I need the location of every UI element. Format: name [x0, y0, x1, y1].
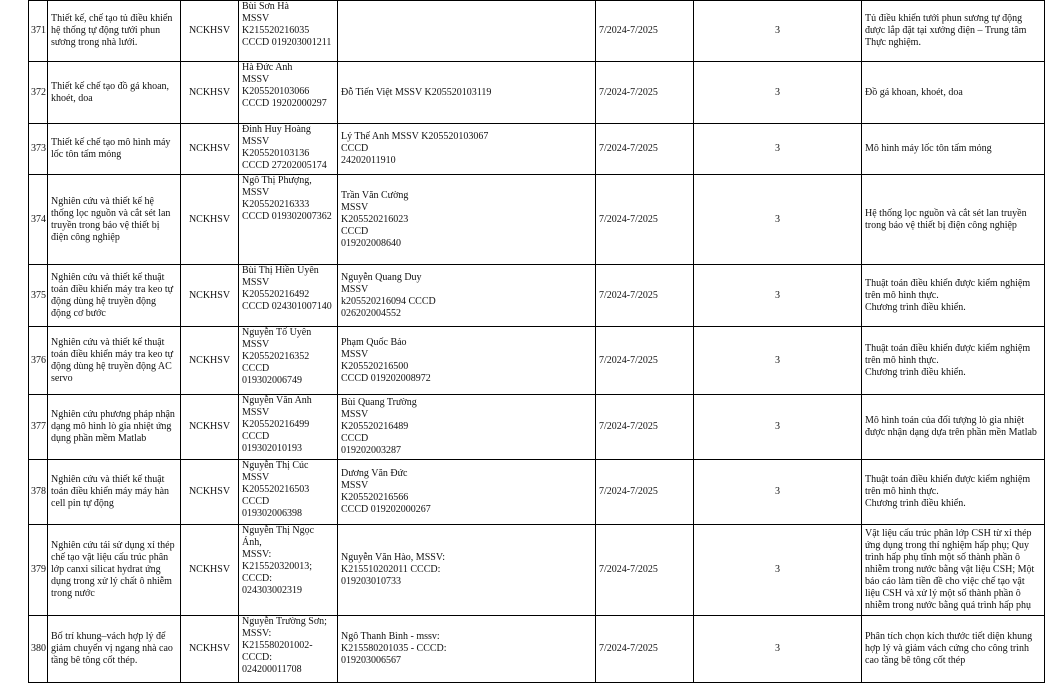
project-leader: Nguyễn Thị Ngọc Ánh, MSSV: K215520320013; CCCD: 024303002319	[239, 525, 338, 616]
project-type: NCKHSV	[181, 124, 239, 175]
project-title: Nghiên cứu phương pháp nhận dạng mô hình lò gia nhiệt ứng dụng phần mềm Matlab	[48, 395, 181, 460]
project-time: 7/2024-7/2025	[596, 327, 694, 395]
table-row	[29, 327, 1045, 395]
project-leader: Bùi Thị Hiền Uyên MSSV K205520216492 CCCD 024301007140	[239, 265, 338, 327]
table-row	[29, 460, 1045, 525]
project-type: NCKHSV	[181, 1, 239, 62]
project-credits: 3	[694, 525, 862, 616]
project-leader: Nguyễn Trường Sơn; MSSV: K215580201002- CCCD: 024200011708	[239, 616, 338, 683]
project-title: Thiết kế chế tạo đồ gá khoan, khoét, doa	[48, 62, 181, 124]
project-leader: Nguyễn Thị Cúc MSSV K205520216503 CCCD 019302006398	[239, 460, 338, 525]
project-title: Nghiên cứu và thiết kế thuật toán điều khiển máy tra keo tự động dùng hệ truyền động AC servo	[48, 327, 181, 395]
project-members: Nguyễn Văn Hào, MSSV: K215510202011 CCCD: 019203010733	[338, 525, 596, 616]
row-number: 377	[29, 395, 48, 460]
project-type: NCKHSV	[181, 525, 239, 616]
project-leader: Nguyễn Văn Anh MSSV K205520216499 CCCD 019302010193	[239, 395, 338, 460]
row-number: 373	[29, 124, 48, 175]
project-credits: 3	[694, 265, 862, 327]
project-leader: Bùi Sơn Hà MSSV K215520216035 CCCD 019203001211	[239, 1, 338, 62]
row-number: 376	[29, 327, 48, 395]
project-members: Phạm Quốc Bảo MSSV K205520216500 CCCD 019202008972	[338, 327, 596, 395]
project-type: NCKHSV	[181, 327, 239, 395]
project-members: Bùi Quang Trường MSSV K205520216489 CCCD 019202003287	[338, 395, 596, 460]
project-time: 7/2024-7/2025	[596, 525, 694, 616]
project-credits: 3	[694, 616, 862, 683]
row-number: 378	[29, 460, 48, 525]
project-credits: 3	[694, 1, 862, 62]
project-result: Tủ điều khiển tưới phun sương tự động được lắp đặt tại xưởng điện – Trung tâm Thực nghiệm.	[862, 1, 1045, 62]
row-number: 371	[29, 1, 48, 62]
row-number: 372	[29, 62, 48, 124]
project-time: 7/2024-7/2025	[596, 460, 694, 525]
project-title: Thiết kế, chế tạo tủ điều khiển hệ thống tự động tưới phun sương trong nhà lưới.	[48, 1, 181, 62]
project-type: NCKHSV	[181, 395, 239, 460]
project-result: Vật liệu cấu trúc phân lớp CSH từ xỉ thép ứng dụng trong thí nghiệm hấp phụ; Quy trình hấp phụ tĩnh một số thành phần ô nhiễm trong nước bằng vật liệu CSH; Một báo cáo làm tiền đề cho việc chế tạo vật liệu CSH và xử lý một số thành phần ô nhiễm trong nước bằng quá trình hấp phụ	[862, 525, 1045, 616]
project-time: 7/2024-7/2025	[596, 175, 694, 265]
project-table	[28, 0, 1045, 683]
project-credits: 3	[694, 395, 862, 460]
project-members: Dương Văn Đức MSSV K205520216566 CCCD 019202000267	[338, 460, 596, 525]
project-result: Thuật toán điều khiển được kiểm nghiệm trên mô hình thực. Chương trình điều khiển.	[862, 327, 1045, 395]
table-row	[29, 175, 1045, 265]
table-row	[29, 1, 1045, 62]
project-time: 7/2024-7/2025	[596, 124, 694, 175]
project-credits: 3	[694, 327, 862, 395]
project-members: Đỗ Tiến Việt MSSV K205520103119	[338, 62, 596, 124]
table-row	[29, 395, 1045, 460]
project-members: Trần Văn Cường MSSV K205520216023 CCCD 019202008640	[338, 175, 596, 265]
table-row	[29, 616, 1045, 683]
project-time: 7/2024-7/2025	[596, 1, 694, 62]
project-time: 7/2024-7/2025	[596, 616, 694, 683]
project-title: Thiết kế chế tạo mô hình máy lốc tôn tấm mỏng	[48, 124, 181, 175]
project-time: 7/2024-7/2025	[596, 395, 694, 460]
project-result: Đồ gá khoan, khoét, doa	[862, 62, 1045, 124]
project-result: Mô hình máy lốc tôn tấm mỏng	[862, 124, 1045, 175]
project-title: Nghiên cứu và thiết kế thuật toán điều khiển máy máy hàn cell pin tự động	[48, 460, 181, 525]
table-row	[29, 525, 1045, 616]
table-row	[29, 265, 1045, 327]
project-type: NCKHSV	[181, 62, 239, 124]
project-result: Thuật toán điều khiển được kiểm nghiệm trên mô hình thực. Chương trình điều khiển.	[862, 460, 1045, 525]
row-number: 380	[29, 616, 48, 683]
project-result: Thuật toán điều khiển được kiểm nghiệm trên mô hình thực. Chương trình điều khiển.	[862, 265, 1045, 327]
project-type: NCKHSV	[181, 616, 239, 683]
project-title: Bố trí khung–vách hợp lý để giảm chuyển vị ngang nhà cao tầng bê tông cốt thép.	[48, 616, 181, 683]
project-title: Nghiên cứu và thiết kế thuật toán điều khiển máy tra keo tự động dùng hệ truyền động động cơ bước	[48, 265, 181, 327]
project-leader: Hà Đức Anh MSSV K205520103066 CCCD 19202000297	[239, 62, 338, 124]
project-credits: 3	[694, 124, 862, 175]
table-row	[29, 62, 1045, 124]
project-type: NCKHSV	[181, 175, 239, 265]
row-number: 374	[29, 175, 48, 265]
project-title: Nghiên cứu và thiết kế hệ thống lọc nguồn và cắt sét lan truyền trong bảo vệ thiết bị điện công nghiệp	[48, 175, 181, 265]
project-credits: 3	[694, 460, 862, 525]
project-leader: Đinh Huy Hoàng MSSV K205520103136 CCCD 27202005174	[239, 124, 338, 175]
project-credits: 3	[694, 62, 862, 124]
project-type: NCKHSV	[181, 460, 239, 525]
project-members	[338, 1, 596, 62]
project-members: Ngô Thanh Bình - mssv: K215580201035 - CCCD: 019203006567	[338, 616, 596, 683]
table-row	[29, 124, 1045, 175]
project-leader: Ngô Thị Phượng, MSSV K205520216333 CCCD 019302007362	[239, 175, 338, 265]
project-leader: Nguyễn Tố Uyên MSSV K205520216352 CCCD 019302006749	[239, 327, 338, 395]
project-time: 7/2024-7/2025	[596, 265, 694, 327]
project-type: NCKHSV	[181, 265, 239, 327]
project-members: Lý Thế Anh MSSV K205520103067 CCCD 24202011910	[338, 124, 596, 175]
project-title: Nghiên cứu tái sử dụng xỉ thép chế tạo vật liệu cấu trúc phân lớp canxi silicat hydrat ứng dụng trong xử lý chất ô nhiễm trong nước	[48, 525, 181, 616]
project-credits: 3	[694, 175, 862, 265]
row-number: 379	[29, 525, 48, 616]
project-result: Phân tích chọn kích thước tiết diện khung hợp lý và giảm vách cứng cho công trình cao tầng bê tông cốt thép	[862, 616, 1045, 683]
project-members: Nguyễn Quang Duy MSSV k205520216094 CCCD 026202004552	[338, 265, 596, 327]
row-number: 375	[29, 265, 48, 327]
project-time: 7/2024-7/2025	[596, 62, 694, 124]
project-result: Mô hình toán của đối tượng lò gia nhiệt được nhận dạng dựa trên phần mền Matlab	[862, 395, 1045, 460]
project-result: Hệ thống lọc nguồn và cắt sét lan truyền trong bảo vệ thiết bị điện công nghiệp	[862, 175, 1045, 265]
